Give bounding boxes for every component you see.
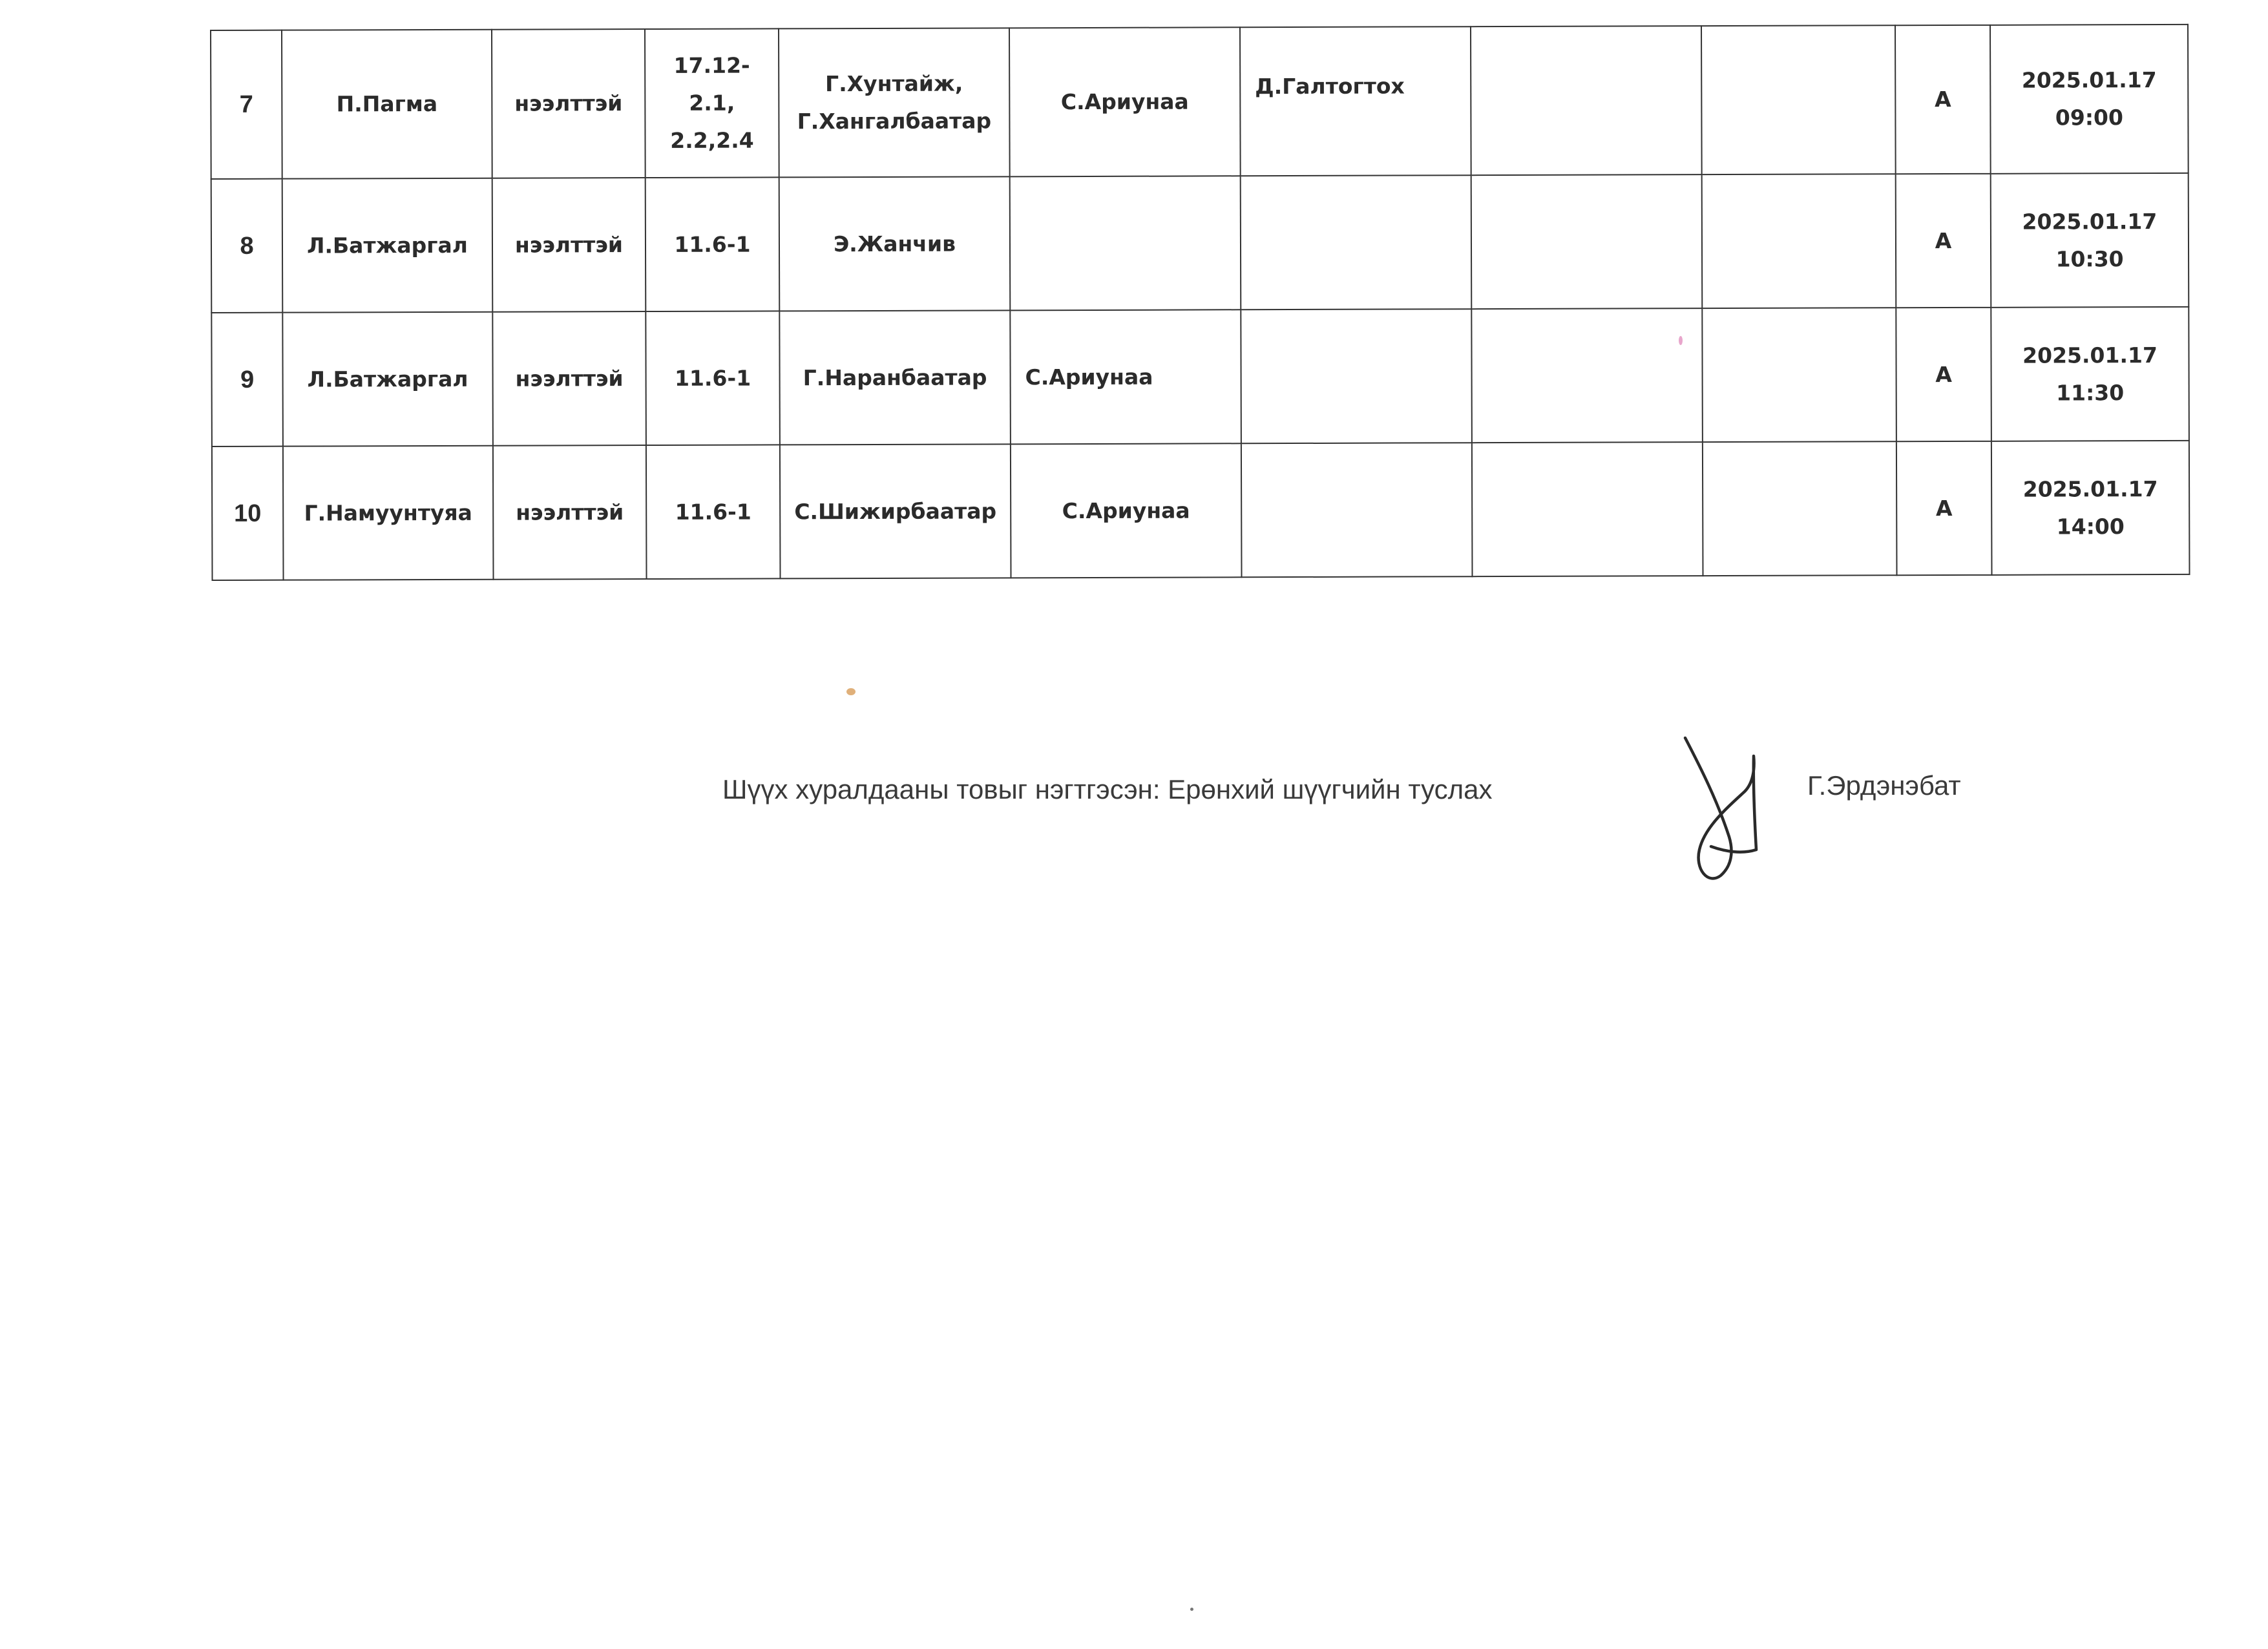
handwritten-signature: [1672, 730, 1769, 892]
hearing-schedule-table: [210, 24, 2190, 581]
table-row: [211, 173, 2189, 313]
signer-name: Г.Эрдэнэбат: [1807, 770, 1961, 801]
judge-name: Г.Намуунтуяа: [283, 446, 494, 580]
empty-cell: [1703, 441, 1897, 576]
participant-name: С.Ариунаа: [1010, 310, 1241, 444]
room-code: А: [1895, 25, 1991, 174]
compiled-by-statement: Шүүх хуралдааны товыг нэгтгэсэн: Ерөнхий шүүгчийн туслах: [722, 774, 1493, 804]
participant-name: [1010, 176, 1241, 310]
empty-cell: [1471, 174, 1703, 309]
article-ref: 11.6-1: [646, 311, 780, 445]
judge-name: П.Пагма: [282, 30, 492, 179]
empty-cell: [1472, 442, 1703, 576]
table-row: [211, 25, 2189, 179]
party-names: Г.Хунтайж, Г.Хангалбаатар: [779, 28, 1010, 177]
hearing-datetime: 2025.01.17 14:00: [1991, 441, 2190, 575]
table-row: [212, 441, 2190, 580]
hearing-type: нээлттэй: [493, 445, 647, 580]
hearing-type: нээлттэй: [492, 178, 646, 312]
article-ref: 11.6-1: [646, 445, 781, 579]
hearing-type: нээлттэй: [492, 29, 646, 178]
row-number: 10: [212, 446, 284, 580]
row-number: 9: [211, 313, 283, 446]
article-ref: 11.6-1: [646, 177, 780, 311]
row-number: 7: [211, 30, 282, 179]
extra-name: [1241, 309, 1472, 443]
table-row: [211, 307, 2189, 446]
paper-speck: [1679, 336, 1683, 345]
extra-name: [1241, 443, 1473, 577]
hearing-datetime: 2025.01.17 11:30: [1991, 307, 2189, 441]
party-names: Э.Жанчив: [779, 176, 1011, 311]
empty-cell: [1701, 25, 1896, 174]
party-names: Г.Наранбаатар: [779, 310, 1011, 445]
paper-speck: [1190, 1608, 1193, 1611]
room-code: А: [1896, 441, 1992, 575]
empty-cell: [1702, 308, 1896, 442]
party-names: С.Шижирбаатар: [780, 444, 1011, 578]
article-ref: 17.12- 2.1, 2.2,2.4: [645, 28, 779, 178]
extra-name: [1241, 175, 1472, 310]
extra-name: Д.Галтогтох: [1240, 26, 1471, 176]
judge-name: Л.Батжаргал: [282, 312, 493, 446]
empty-cell: [1471, 26, 1702, 175]
participant-name: С.Ариунаа: [1009, 27, 1241, 176]
hearing-datetime: 2025.01.17 10:30: [1991, 173, 2189, 308]
participant-name: С.Ариунаа: [1011, 443, 1242, 578]
judge-name: Л.Батжаргал: [282, 178, 493, 313]
empty-cell: [1471, 308, 1703, 443]
hearing-type: нээлттэй: [492, 311, 646, 446]
room-code: А: [1896, 174, 1991, 308]
empty-cell: [1702, 174, 1896, 308]
room-code: А: [1896, 308, 1991, 441]
row-number: 8: [211, 179, 283, 313]
paper-speck: [846, 688, 856, 695]
hearing-datetime: 2025.01.17 09:00: [1990, 25, 2189, 174]
